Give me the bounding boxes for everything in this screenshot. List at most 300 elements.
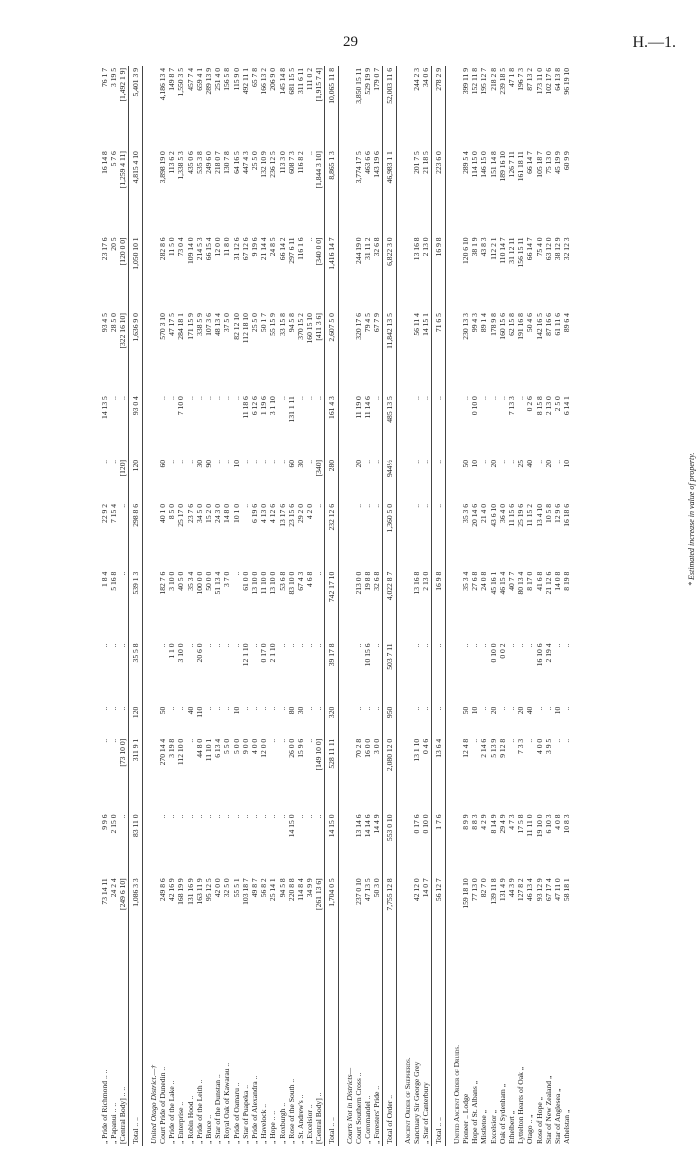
table-cell: 87 13 2 xyxy=(525,68,535,91)
table-cell: 80 xyxy=(286,706,296,715)
table-cell: 80 13 4 xyxy=(516,571,526,595)
table-cell xyxy=(445,502,461,570)
table-cell: 6,822 3 0 xyxy=(382,235,396,311)
total-row xyxy=(431,66,445,1146)
row-label: „ Robin Hood .. xyxy=(185,1095,195,1144)
table-cell: 10 8 3 xyxy=(562,814,572,834)
table-cell: [1,915 7 4] xyxy=(314,68,324,102)
table-cell: 13 6 4 xyxy=(431,737,445,813)
table-cell: 24 8 5 xyxy=(268,237,278,257)
table-cell: 32 6 8 xyxy=(372,237,382,257)
table-cell: 457 7 4 xyxy=(185,68,195,91)
table-cell xyxy=(396,737,412,813)
table-cell: .. xyxy=(286,643,296,648)
table-cell: 1,704 0 5 xyxy=(324,876,338,952)
table-cell: .. xyxy=(277,738,287,743)
table-row xyxy=(278,66,287,1146)
table-cell: 8 15 8 xyxy=(534,396,544,416)
table-cell: .. xyxy=(488,396,498,400)
row-label: Court Southern Cross .. xyxy=(354,1072,364,1144)
table-cell: 659 4 1 xyxy=(194,68,204,91)
table-cell: .. xyxy=(185,396,195,400)
table-cell: 179 0 7 xyxy=(372,68,382,91)
table-cell: 112 2 1 xyxy=(488,237,498,260)
table-cell: .. xyxy=(562,643,572,648)
table-cell: 236 12 5 xyxy=(268,151,278,178)
table-cell: .. xyxy=(213,814,223,819)
table-cell: 20 14 6 xyxy=(470,503,480,527)
table-cell: .. xyxy=(277,643,287,648)
table-cell: 3 19 8 xyxy=(167,738,177,758)
table-cell: 5 13 9 xyxy=(488,738,498,758)
table-cell xyxy=(338,570,354,642)
section-heading-row xyxy=(338,66,354,1146)
table-cell: 11 19 0 xyxy=(354,396,364,419)
table-cell: .. xyxy=(240,459,250,464)
table-cell: 485 13 5 xyxy=(382,394,396,458)
row-label: Athelstan „ xyxy=(562,1109,572,1144)
table-cell: 4 0 0 xyxy=(534,738,544,754)
row-label: „ Star of Puapeka .. xyxy=(240,1084,250,1144)
table-cell: 214 5 3 xyxy=(194,237,204,261)
table-cell xyxy=(142,66,158,149)
table-cell: 681 15 5 xyxy=(286,68,296,95)
table-cell: 160 15 10 xyxy=(305,313,315,344)
table-cell: 151 14 8 xyxy=(488,151,498,178)
table-cell: 12 0 0 xyxy=(259,738,269,758)
table-cell: 8 14 9 xyxy=(488,814,498,834)
table-row xyxy=(461,66,470,1146)
row-label: Ancient Order of Shepherds. xyxy=(402,1057,412,1144)
table-cell: [1,844 3 10] xyxy=(314,151,324,189)
table-cell: 5,401 3 9 xyxy=(128,66,142,149)
table-cell: .. xyxy=(525,738,535,743)
table-cell: .. xyxy=(277,814,287,819)
table-cell: .. xyxy=(158,396,168,400)
table-cell: 20 xyxy=(516,706,526,715)
table-cell: 46,983 1 1 xyxy=(382,149,396,235)
table-cell: 4 2 0 xyxy=(305,503,315,520)
table-cell: 102 17 6 xyxy=(543,68,553,95)
table-cell: .. xyxy=(250,814,260,819)
table-cell xyxy=(396,705,412,737)
table-cell: 20 6 0 xyxy=(194,643,204,663)
table-cell: 139 11 8 xyxy=(488,878,498,905)
table-cell: .. xyxy=(314,643,324,648)
table-cell: 20 xyxy=(354,459,364,468)
table-cell: 191 16 8 xyxy=(516,313,526,340)
document-reference: H.—1. xyxy=(632,34,676,51)
table-cell xyxy=(445,570,461,642)
table-cell xyxy=(142,235,158,311)
row-label: „ Excelsior .. xyxy=(305,1104,315,1144)
table-cell: 45 19 9 xyxy=(552,151,562,174)
table-cell: 13 14 6 xyxy=(354,814,364,838)
table-cell: .. xyxy=(305,151,315,155)
page-header xyxy=(0,34,700,58)
table-cell: .. xyxy=(158,814,168,819)
table-row xyxy=(363,66,372,1146)
table-cell: 1 8 4 xyxy=(100,571,109,587)
table-cell: 168 19 9 xyxy=(176,878,186,905)
table-cell: .. xyxy=(460,396,470,400)
table-cell xyxy=(445,737,461,813)
table-cell: [249 6 10] xyxy=(118,878,128,910)
table-cell: 46 13 4 xyxy=(525,878,535,902)
row-label: [Central Body] .. .. xyxy=(118,1086,128,1144)
table-cell: 10 xyxy=(470,459,480,468)
table-cell: .. xyxy=(372,706,382,711)
table-cell: .. xyxy=(431,641,445,704)
table-row xyxy=(241,66,250,1146)
table-cell: 44 3 9 xyxy=(506,878,516,898)
table-cell: .. xyxy=(421,706,431,711)
table-cell: 149 8 7 xyxy=(167,68,177,91)
table-cell: .. xyxy=(470,643,480,648)
table-row xyxy=(259,66,268,1146)
table-cell: .. xyxy=(194,396,204,400)
table-cell: 2 19 4 xyxy=(543,643,553,663)
table-cell: .. xyxy=(176,459,186,464)
table-cell: 1,550 3 5 xyxy=(176,68,186,97)
table-cell: 113 3 0 xyxy=(277,151,287,174)
table-cell: .. xyxy=(268,738,278,743)
table-cell: .. xyxy=(240,706,250,711)
table-cell: 166 13 2 xyxy=(259,68,269,95)
table-cell: 12 9 6 xyxy=(552,503,562,523)
table-cell: [1,492 1 9] xyxy=(118,68,128,102)
table-cell: .. xyxy=(314,396,324,400)
table-cell xyxy=(338,311,354,394)
table-cell: 944½ xyxy=(382,458,396,502)
table-cell: 120 6 10 xyxy=(460,237,470,264)
table-cell: .. xyxy=(431,705,445,737)
table-cell: 21 4 0 xyxy=(479,503,489,523)
table-cell: 8 8 3 xyxy=(470,814,480,830)
row-label: „ Pride of Alexandra .. xyxy=(250,1075,260,1144)
table-cell: 25 xyxy=(516,459,526,468)
table-cell: 0 4 6 xyxy=(421,738,431,754)
table-cell: 43 6 10 xyxy=(488,503,498,527)
total-row xyxy=(324,66,338,1146)
row-label: Star of Anglesea „ xyxy=(552,1088,562,1144)
row-label: [Central Body] .. xyxy=(314,1092,324,1144)
table-cell xyxy=(142,311,158,394)
table-cell: 34 5 0 xyxy=(194,503,204,523)
table-cell: 35 3 4 xyxy=(460,571,470,591)
table-cell: 0 10 0 xyxy=(488,643,498,663)
table-cell: 10 xyxy=(231,706,241,715)
table-cell: .. xyxy=(363,503,373,508)
table-cell: 251 4 0 xyxy=(213,68,223,91)
table-cell: 112 10 0 xyxy=(176,738,186,766)
table-cell: 1,360 5 0 xyxy=(382,502,396,570)
table-cell: 6 14 1 xyxy=(562,396,572,416)
table-cell xyxy=(396,66,412,149)
table-cell: 2,607 5 0 xyxy=(324,311,338,394)
table-cell xyxy=(445,876,461,952)
table-row xyxy=(498,66,507,1146)
table-cell: 156 15 11 xyxy=(516,237,526,268)
table-cell: .. xyxy=(421,643,431,648)
table-cell: .. xyxy=(534,706,544,711)
table-cell: 4 13 0 xyxy=(259,503,269,523)
row-label: Pioneer .. Lodge xyxy=(460,1093,470,1144)
table-cell: .. xyxy=(118,571,128,576)
table-cell: .. xyxy=(506,706,516,711)
table-cell: 120 xyxy=(128,458,142,502)
table-cell: .. xyxy=(118,503,128,508)
table-cell xyxy=(142,641,158,704)
table-cell: 528 11 11 xyxy=(324,737,338,813)
table-row xyxy=(553,66,562,1146)
table-cell xyxy=(142,813,158,877)
table-cell: 30 xyxy=(194,459,204,468)
table-cell: 15 9 6 xyxy=(296,738,306,758)
table-cell: .. xyxy=(314,571,324,576)
table-cell: 21 14 4 xyxy=(259,237,269,261)
table-cell: 742 17 10 xyxy=(324,570,338,642)
table-cell: 4,186 13 4 xyxy=(158,68,168,101)
table-cell: 6 19 6 xyxy=(250,503,260,523)
table-cell xyxy=(445,458,461,502)
table-cell: 35 3 6 xyxy=(460,503,470,523)
table-cell: 64 13 8 xyxy=(552,68,562,91)
table-cell: 77 13 0 xyxy=(470,878,480,902)
table-cell: 19 8 8 xyxy=(363,571,373,591)
table-cell: 320 17 6 xyxy=(354,313,364,340)
table-cell: 218 2 8 xyxy=(488,68,498,91)
table-cell: 82 7 0 xyxy=(479,878,489,898)
table-cell: .. xyxy=(231,814,241,819)
table-cell: .. xyxy=(259,459,269,464)
table-cell: 2 1 10 xyxy=(268,643,278,663)
table-cell: 503 7 11 xyxy=(382,641,396,704)
table-cell: 67 7 9 xyxy=(372,313,382,333)
table-cell: 143 19 6 xyxy=(372,151,382,178)
table-cell: .. xyxy=(268,706,278,711)
table-cell xyxy=(142,502,158,570)
table-cell: 39 17 8 xyxy=(324,641,338,704)
table-cell: .. xyxy=(176,814,186,819)
table-cell: .. xyxy=(222,643,232,648)
table-cell: 24 3 0 xyxy=(213,503,223,523)
table-cell: .. xyxy=(562,706,572,711)
table-cell: 4 0 8 xyxy=(552,814,562,830)
table-cell: 67 12 6 xyxy=(240,237,250,261)
table-cell: 289 13 9 xyxy=(204,68,214,95)
section-heading-row xyxy=(142,66,158,1146)
table-cell: 223 6 0 xyxy=(431,149,445,235)
row-label: Sanctuary Sir George Grey xyxy=(412,1061,422,1144)
table-cell: 32 12 3 xyxy=(562,237,572,261)
table-row xyxy=(562,66,571,1146)
table-body xyxy=(100,66,571,1146)
table-cell: 22 9 2 xyxy=(100,503,109,523)
table-cell: 539 1 3 xyxy=(128,570,142,642)
rotated-table-area xyxy=(100,66,700,1146)
table-cell: 115 9 0 xyxy=(231,68,241,91)
table-cell: 14 4 9 xyxy=(372,814,382,834)
table-row xyxy=(287,66,296,1146)
table-cell xyxy=(338,235,354,311)
table-cell: .. xyxy=(222,706,232,711)
table-cell: 11 10 1 xyxy=(204,738,214,762)
table-cell: 90 xyxy=(204,459,214,468)
table-cell: 23 15 6 xyxy=(286,503,296,527)
table-cell: 20 5 xyxy=(109,237,119,251)
table-cell: 338 5 9 xyxy=(194,313,204,336)
table-cell: 43 8 3 xyxy=(479,237,489,257)
table-cell: 60 9 9 xyxy=(562,151,572,171)
table-cell: 152 11 8 xyxy=(470,68,480,95)
table-cell xyxy=(396,876,412,952)
table-cell: 132 10 9 xyxy=(259,151,269,178)
row-label: Total .. .. xyxy=(128,952,142,1146)
table-cell: 116 1 6 xyxy=(296,237,306,260)
row-label: Total .. .. xyxy=(431,952,445,1146)
table-cell: [1,259 4 11] xyxy=(118,151,128,189)
table-cell: 11 14 6 xyxy=(363,396,373,419)
table-cell: 399 11 9 xyxy=(460,68,470,95)
table-cell: 112 18 10 xyxy=(240,313,250,344)
table-cell: .. xyxy=(305,459,315,464)
table-cell: 14 0 8 xyxy=(552,571,562,591)
table-cell: .. xyxy=(185,643,195,648)
table-cell: 7 13 3 xyxy=(506,396,516,416)
table-cell: 2,080 12 0 xyxy=(382,737,396,813)
table-cell: 9 0 0 xyxy=(240,738,250,754)
table-row xyxy=(305,66,314,1146)
table-cell xyxy=(445,235,461,311)
table-cell: .. xyxy=(305,237,315,242)
section-heading-row xyxy=(396,66,412,1146)
table-cell: .. xyxy=(100,706,109,711)
table-cell: .. xyxy=(497,396,507,400)
table-cell xyxy=(445,149,461,235)
table-cell: 110 14 7 xyxy=(497,237,507,264)
table-cell: .. xyxy=(204,706,214,711)
table-cell: 20 xyxy=(488,459,498,468)
table-cell: 4 12 6 xyxy=(268,503,278,523)
table-cell: 13 17 6 xyxy=(277,503,287,527)
table-cell xyxy=(142,570,158,642)
table-cell: 114 15 0 xyxy=(470,151,480,178)
table-row xyxy=(507,66,516,1146)
table-cell: 553 0 10 xyxy=(382,813,396,877)
table-cell: 463 6 6 xyxy=(363,151,373,174)
table-cell: .. xyxy=(118,396,128,400)
table-cell xyxy=(396,149,412,235)
table-cell: .. xyxy=(562,738,572,743)
table-cell: 16 10 6 xyxy=(534,643,544,667)
table-cell: .. xyxy=(412,706,422,711)
table-cell: 94 5 8 xyxy=(277,878,287,898)
table-row xyxy=(118,66,128,1146)
total-row xyxy=(128,66,142,1146)
table-cell: .. xyxy=(204,643,214,648)
table-cell: .. xyxy=(431,394,445,458)
table-cell: 570 3 10 xyxy=(158,313,168,340)
table-cell: 311 9 1 xyxy=(128,737,142,813)
table-cell: 89 1 4 xyxy=(479,313,489,333)
table-cell: 19 10 0 xyxy=(534,814,544,838)
table-row xyxy=(544,66,553,1146)
table-cell: 284 18 1 xyxy=(176,313,186,340)
table-cell: 12 0 0 xyxy=(213,237,223,257)
table-cell: 10 xyxy=(552,706,562,715)
table-cell xyxy=(396,813,412,877)
table-cell: 44 8 0 xyxy=(194,738,204,758)
table-cell xyxy=(396,502,412,570)
table-cell: 9 19 6 xyxy=(250,237,260,257)
table-cell: 145 14 8 xyxy=(277,68,287,95)
table-cell: 2 13 0 xyxy=(421,237,431,257)
table-cell: 237 0 10 xyxy=(354,878,364,905)
table-cell: .. xyxy=(100,738,109,743)
table-cell: 10 xyxy=(562,459,572,468)
table-row xyxy=(213,66,222,1146)
table-row xyxy=(372,66,382,1146)
table-cell: 58 18 1 xyxy=(562,878,572,902)
table-cell xyxy=(338,458,354,502)
table-cell: .. xyxy=(314,503,324,508)
table-cell: .. xyxy=(231,396,241,400)
table-cell: .. xyxy=(314,814,324,819)
table-cell: 220 8 8 xyxy=(286,878,296,902)
table-cell: 282 8 6 xyxy=(158,237,168,261)
footnote: * Estimated increase in value of property. xyxy=(687,452,696,586)
table-cell: 47 17 5 xyxy=(167,313,177,336)
row-label: „ Pride of Oamaru .. xyxy=(231,1082,241,1144)
table-cell: 447 4 3 xyxy=(240,151,250,174)
table-cell: .. xyxy=(277,706,287,711)
table-cell: .. xyxy=(479,706,489,711)
table-cell: 12 1 10 xyxy=(240,643,250,667)
table-row xyxy=(535,66,544,1146)
table-row xyxy=(516,66,525,1146)
table-cell: [340] xyxy=(314,459,324,477)
table-cell: 56 8 2 xyxy=(259,878,269,898)
table-cell: 0 2 6 xyxy=(525,396,535,412)
table-cell: 196 7 3 xyxy=(516,68,526,91)
table-cell xyxy=(142,149,158,235)
row-label: „ Star of Canterbury xyxy=(421,1082,431,1144)
table-cell: 1,050 10 1 xyxy=(128,235,142,311)
table-cell: 2 13 0 xyxy=(543,396,553,416)
table-cell: .. xyxy=(240,503,250,508)
table-cell: 21 12 6 xyxy=(543,571,553,595)
table-cell: .. xyxy=(479,459,489,464)
table-row xyxy=(109,66,118,1146)
table-cell: 16 9 8 xyxy=(431,570,445,642)
table-cell: 40 7 7 xyxy=(506,571,516,591)
table-cell: .. xyxy=(412,396,422,400)
table-cell: .. xyxy=(305,814,315,819)
table-cell: 189 16 10 xyxy=(497,151,507,182)
table-cell: 50 3 0 xyxy=(372,878,382,898)
row-label: „ Star of the Dunstan .. xyxy=(213,1074,223,1144)
table-cell: .. xyxy=(354,643,364,648)
table-cell: 5 16 8 xyxy=(109,571,119,591)
table-cell: 55 15 9 xyxy=(268,313,278,336)
table-cell: 11 10 0 xyxy=(259,571,269,595)
table-cell: 131 16 9 xyxy=(185,878,195,905)
table-cell: 10 xyxy=(231,459,241,468)
table-cell xyxy=(338,813,354,877)
table-cell: .. xyxy=(534,459,544,464)
table-cell: .. xyxy=(372,643,382,648)
